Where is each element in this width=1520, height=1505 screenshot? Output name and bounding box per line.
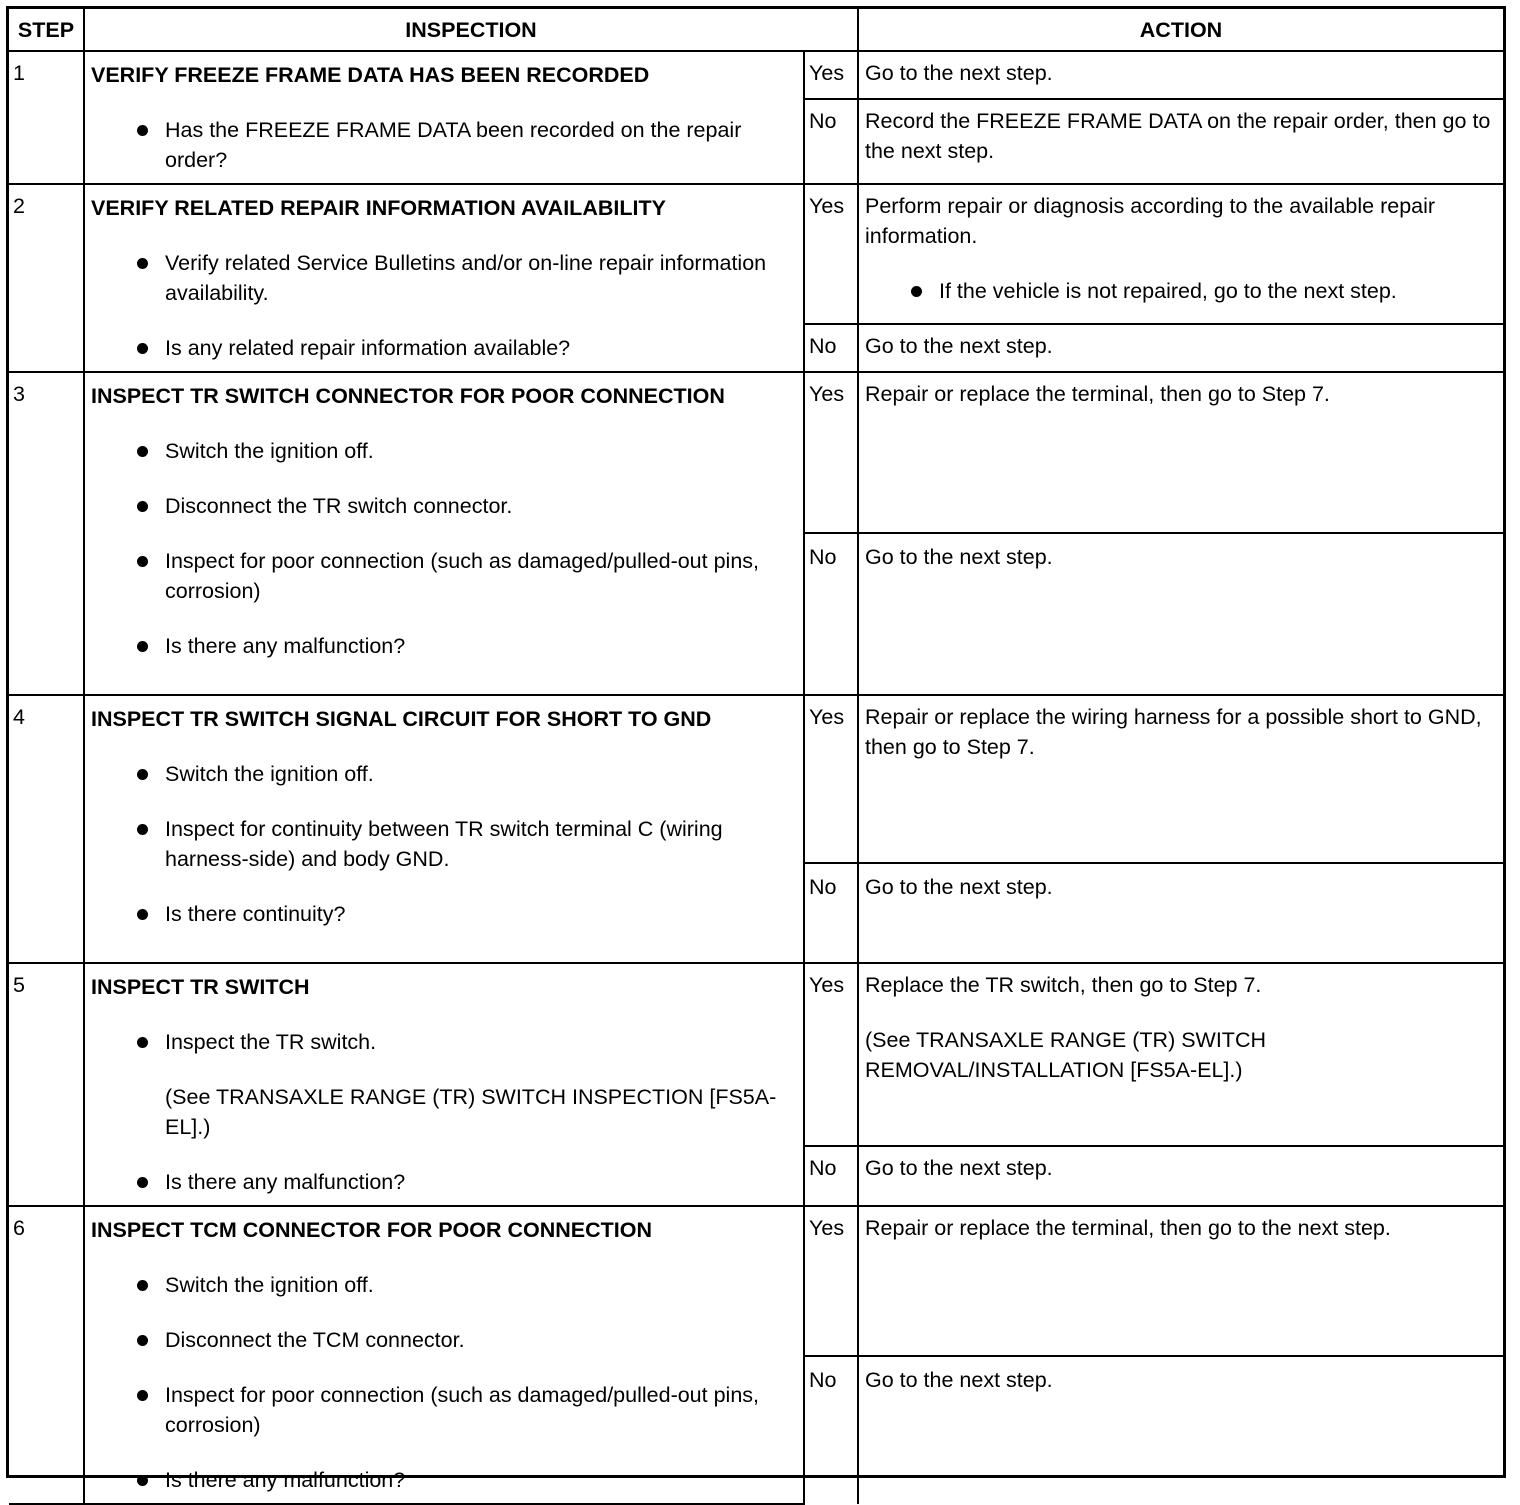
- bullet-icon: [137, 1177, 148, 1188]
- step-title: VERIFY RELATED REPAIR INFORMATION AVAILABILITY: [91, 196, 666, 220]
- table-row: [9, 1206, 1503, 1356]
- bullet-item: [91, 248, 797, 308]
- bullet-text: Switch the ignition off.: [165, 1273, 374, 1297]
- bullet-item: [91, 546, 797, 606]
- no-action: Record the FREEZE FRAME DATA on the repair order, then go to the next step.: [858, 99, 1503, 184]
- yes-action: Repair or replace the wiring harness for a possible short to GND, then go to Step 7.: [858, 695, 1503, 863]
- step-title: INSPECT TR SWITCH CONNECTOR FOR POOR CONNECTION: [91, 384, 725, 408]
- no-label: No: [804, 1146, 858, 1206]
- diagnostic-procedure-table: [6, 6, 1506, 1492]
- bullet-text: Is there any malfunction?: [165, 1170, 406, 1194]
- yes-action: Repair or replace the terminal, then go to the next step.: [858, 1206, 1503, 1356]
- yes-label: Yes: [804, 695, 858, 863]
- yes-action: [858, 963, 1503, 1146]
- reference-note: (See TRANSAXLE RANGE (TR) SWITCH REMOVAL/INSTALLATION [FS5A-EL].): [865, 1028, 1266, 1082]
- bullet-item: [91, 436, 797, 466]
- bullet-item: [91, 759, 797, 789]
- bullet-icon: [137, 556, 148, 567]
- bullet-text: Is there any malfunction?: [165, 634, 406, 658]
- inspection-cell: [84, 184, 804, 372]
- table-row: [9, 695, 1503, 863]
- bullet-text: Disconnect the TR switch connector.: [165, 494, 513, 518]
- bullet-item: [91, 1325, 797, 1355]
- yes-action: Go to the next step.: [858, 51, 1503, 99]
- bullet-text: Inspect the TR switch.: [165, 1030, 377, 1054]
- no-action: Go to the next step.: [858, 1146, 1503, 1206]
- bullet-icon: [137, 1280, 148, 1291]
- bullet-item: [91, 115, 797, 175]
- bullet-item: [91, 899, 797, 929]
- inspection-cell: [84, 695, 804, 963]
- yes-action: Repair or replace the terminal, then go to Step 7.: [858, 372, 1503, 533]
- bullet-text: Inspect for poor connection (such as damaged/pulled-out pins, corrosion): [165, 1383, 760, 1437]
- bullet-text: Switch the ignition off.: [165, 439, 374, 463]
- bullet-text: If the vehicle is not repaired, go to the next step.: [939, 279, 1397, 303]
- step-number: 2: [9, 184, 84, 372]
- bullet-text: Is any related repair information available?: [165, 336, 571, 360]
- bullet-icon: [137, 125, 148, 136]
- bullet-text: Disconnect the TCM connector.: [165, 1328, 465, 1352]
- bullet-text: Inspect for continuity between TR switch terminal C (wiring harness-side) and body GND.: [165, 817, 723, 871]
- yes-label: Yes: [804, 963, 858, 1146]
- bullet-icon: [137, 1037, 148, 1048]
- table-row: [9, 51, 1503, 99]
- bullet-text: Is there any malfunction?: [165, 1468, 406, 1492]
- no-action: Go to the next step.: [858, 1356, 1503, 1504]
- step-number: 1: [9, 51, 84, 184]
- step-title: VERIFY FREEZE FRAME DATA HAS BEEN RECORDED: [91, 63, 650, 87]
- bullet-icon: [137, 1390, 148, 1401]
- bullet-icon: [137, 258, 148, 269]
- step-number: 3: [9, 372, 84, 695]
- header-action: ACTION: [858, 9, 1503, 51]
- yes-label: Yes: [804, 184, 858, 324]
- step-title: INSPECT TR SWITCH: [91, 975, 310, 999]
- action-bullet: [865, 276, 1497, 306]
- bullet-icon: [137, 501, 148, 512]
- bullet-text: Inspect for poor connection (such as damaged/pulled-out pins, corrosion): [165, 549, 760, 603]
- bullet-text: Verify related Service Bulletins and/or on-line repair information availability.: [165, 251, 767, 305]
- step-number: 6: [9, 1206, 84, 1504]
- step-number: 4: [9, 695, 84, 963]
- bullet-item: [91, 333, 797, 363]
- bullet-icon: [137, 824, 148, 835]
- no-label: No: [804, 533, 858, 695]
- bullet-icon: [137, 909, 148, 920]
- bullet-item: [91, 1027, 797, 1057]
- no-label: No: [804, 863, 858, 963]
- table-row: [9, 184, 1503, 324]
- no-label: No: [804, 324, 858, 372]
- inspection-cell: [84, 1206, 804, 1504]
- bullet-item: [91, 1270, 797, 1300]
- step-number: 5: [9, 963, 84, 1206]
- yes-label: Yes: [804, 372, 858, 533]
- no-label: No: [804, 1356, 858, 1504]
- bullet-item: [91, 631, 797, 661]
- procedure-table: [9, 9, 1503, 1505]
- bullet-text: Is there continuity?: [165, 902, 346, 926]
- bullet-item: [91, 1167, 797, 1197]
- bullet-icon: [137, 1335, 148, 1346]
- no-label: No: [804, 99, 858, 184]
- header-row: [9, 9, 1503, 51]
- bullet-icon: [137, 769, 148, 780]
- inspection-cell: [84, 372, 804, 695]
- action-text: Replace the TR switch, then go to Step 7.: [865, 973, 1262, 997]
- step-title: INSPECT TR SWITCH SIGNAL CIRCUIT FOR SHORT TO GND: [91, 707, 712, 731]
- yes-label: Yes: [804, 51, 858, 99]
- step-title: INSPECT TCM CONNECTOR FOR POOR CONNECTION: [91, 1218, 653, 1242]
- bullet-item: [91, 1465, 797, 1495]
- table-row: [9, 372, 1503, 533]
- bullet-item: [91, 491, 797, 521]
- bullet-text: Has the FREEZE FRAME DATA been recorded on the repair order?: [165, 118, 742, 172]
- action-text: Perform repair or diagnosis according to the available repair information.: [865, 194, 1436, 248]
- bullet-item: [91, 814, 797, 874]
- yes-label: Yes: [804, 1206, 858, 1356]
- table-row: [9, 963, 1503, 1146]
- bullet-icon: [911, 286, 922, 297]
- header-step: STEP: [9, 9, 84, 51]
- reference-note: (See TRANSAXLE RANGE (TR) SWITCH INSPECTION [FS5A-EL].): [165, 1085, 777, 1139]
- bullet-text: Switch the ignition off.: [165, 762, 374, 786]
- yes-action: [858, 184, 1503, 324]
- bullet-icon: [137, 1475, 148, 1486]
- bullet-item: [91, 1380, 797, 1440]
- no-action: Go to the next step.: [858, 324, 1503, 372]
- inspection-cell: [84, 963, 804, 1206]
- bullet-icon: [137, 343, 148, 354]
- no-action: Go to the next step.: [858, 533, 1503, 695]
- bullet-icon: [137, 641, 148, 652]
- inspection-cell: [84, 51, 804, 184]
- bullet-icon: [137, 446, 148, 457]
- header-inspection: INSPECTION: [84, 9, 858, 51]
- no-action: Go to the next step.: [858, 863, 1503, 963]
